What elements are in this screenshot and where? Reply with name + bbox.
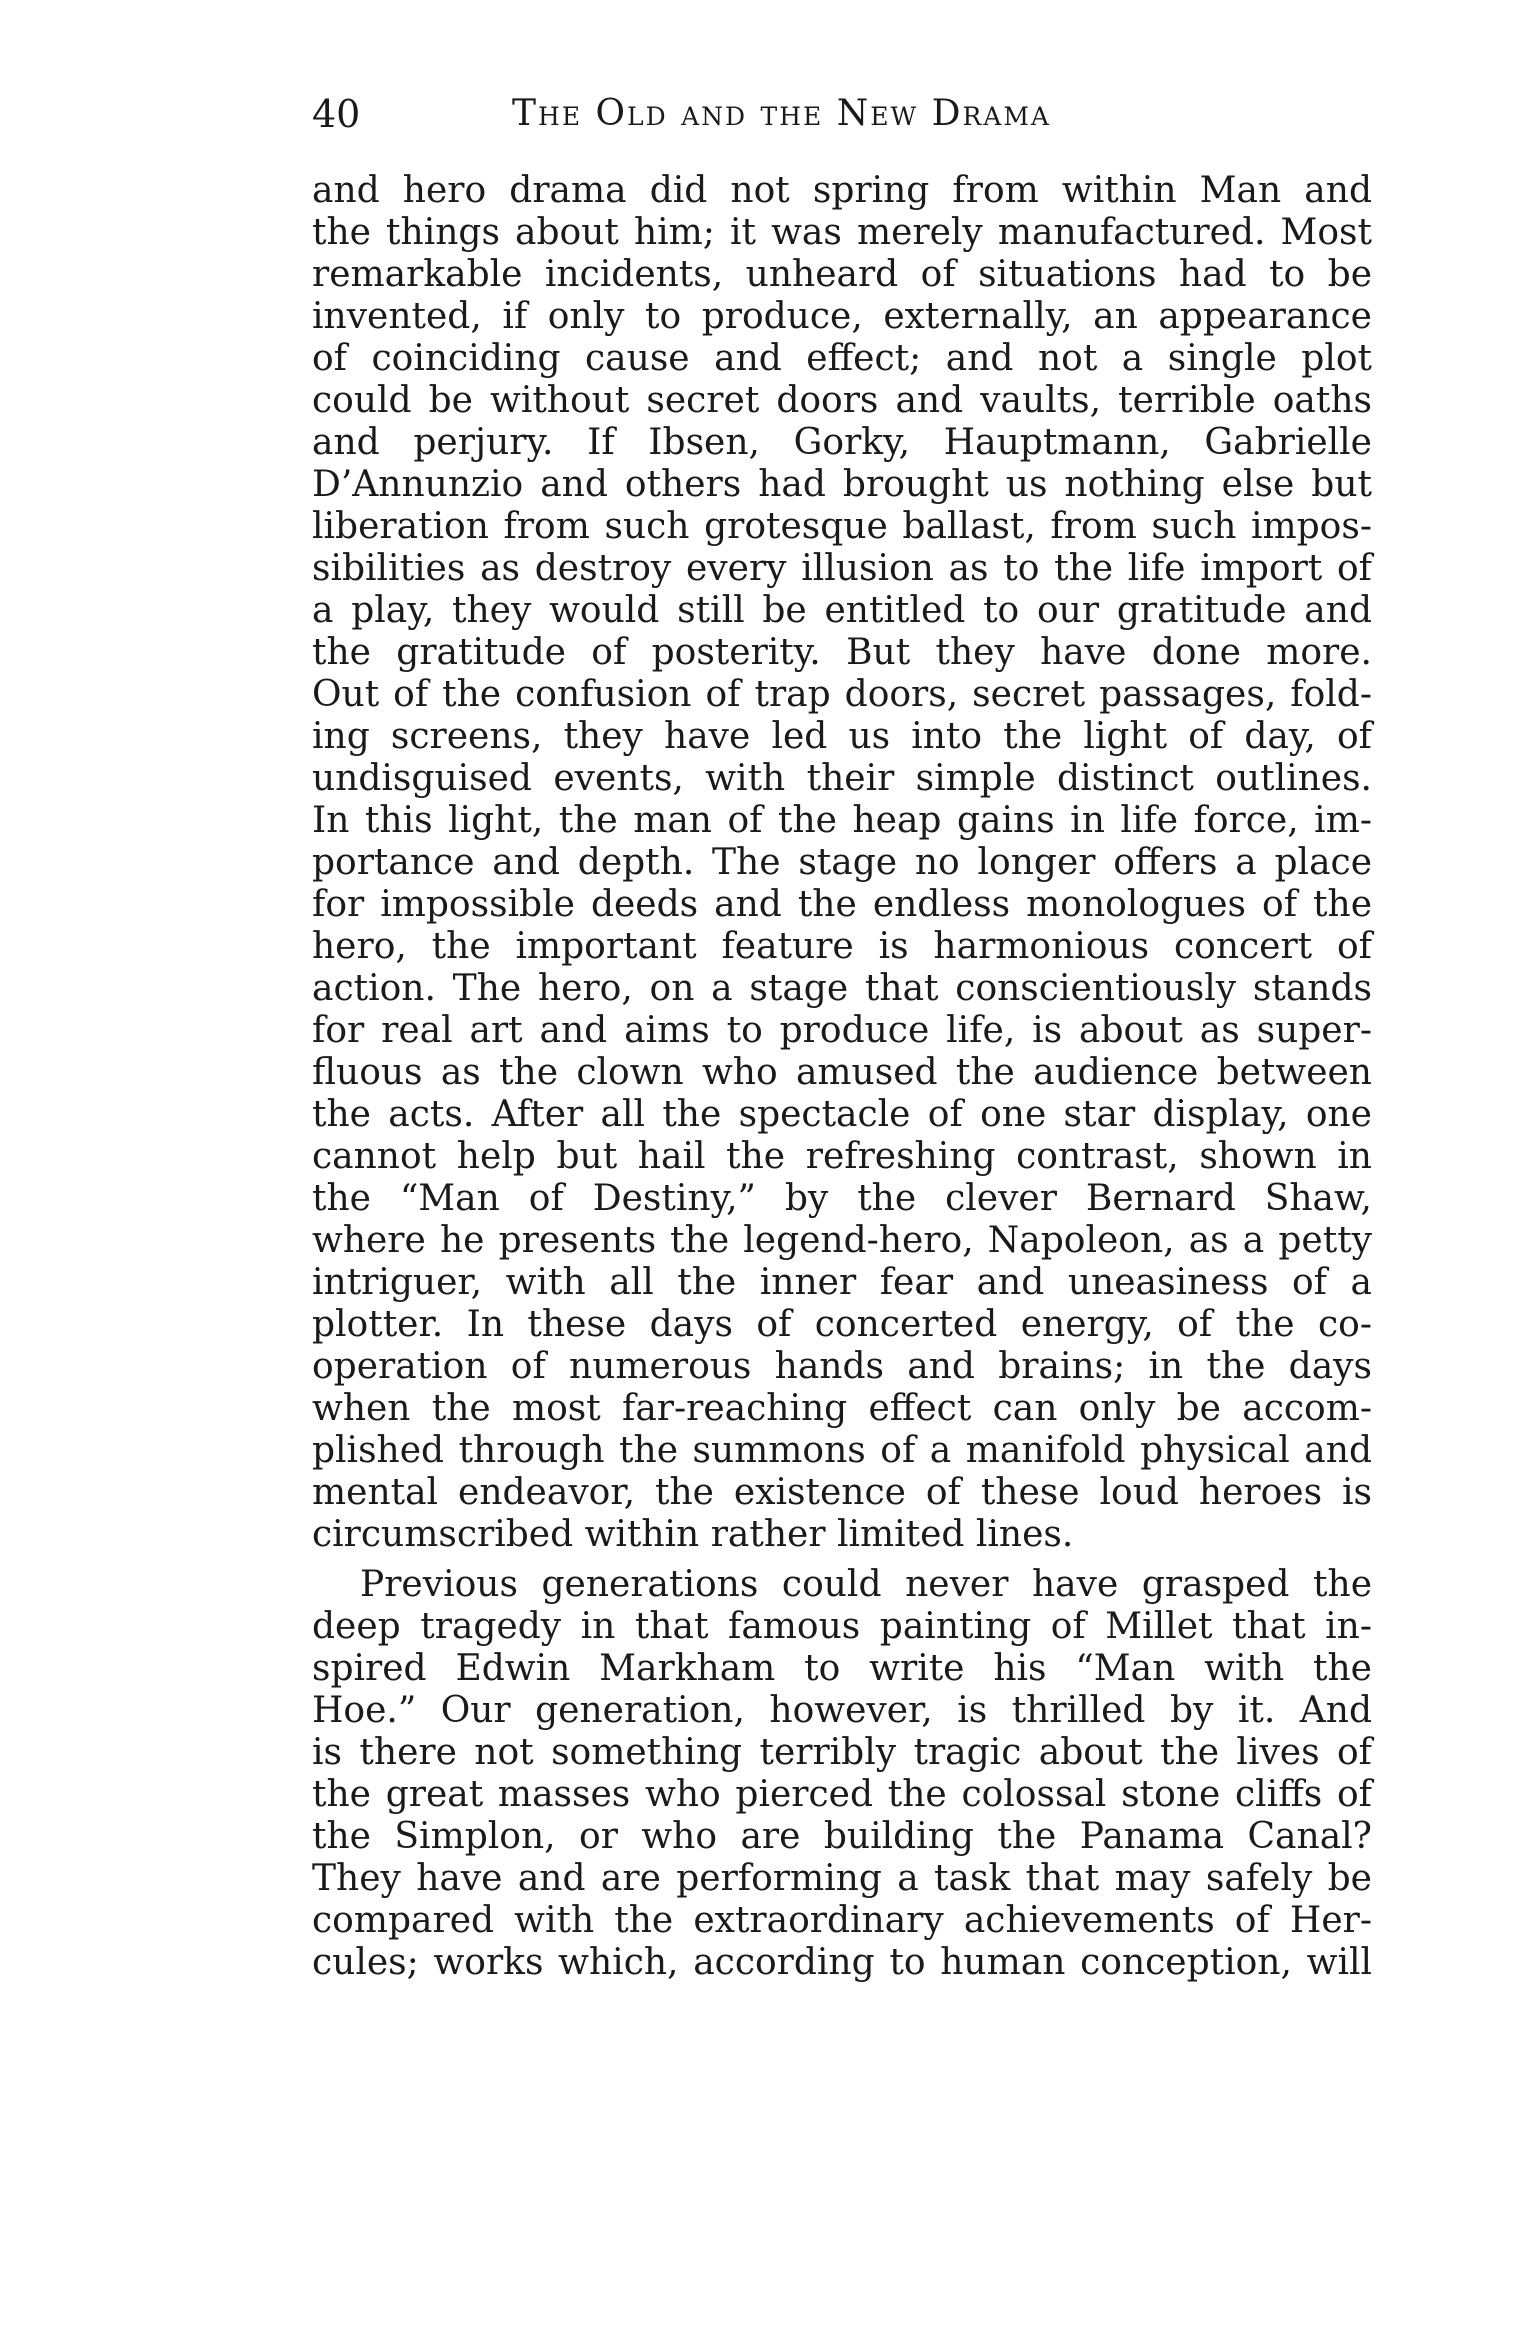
text-line: operation of numerous hands and brains; in the days xyxy=(312,1346,1372,1387)
text-line: Out of the confusion of trap doors, secret passages, fold- xyxy=(312,674,1372,715)
text-line: plotter. In these days of concerted energy, of the co- xyxy=(312,1304,1372,1345)
text-line: intriguer, with all the inner fear and uneasiness of a xyxy=(312,1262,1372,1303)
text-line: In this light, the man of the heap gains in life force, im- xyxy=(312,800,1372,841)
text-line: sibilities as destroy every illusion as to the life import of xyxy=(312,548,1372,589)
text-line: cules; works which, according to human conception, will xyxy=(312,1942,1372,1983)
paragraph-1 xyxy=(312,170,1372,1556)
text-line: cannot help but hail the refreshing contrast, shown in xyxy=(312,1136,1372,1177)
text-line: circumscribed within rather limited lines. xyxy=(312,1514,1074,1555)
text-line: for real art and aims to produce life, is about as super- xyxy=(312,1010,1372,1051)
text-line: Previous generations could never have grasped the xyxy=(360,1564,1372,1605)
text-line: the things about him; it was merely manufactured. Most xyxy=(312,212,1372,253)
text-line: They have and are performing a task that may safely be xyxy=(312,1858,1372,1899)
text-line: the gratitude of posterity. But they have done more. xyxy=(312,632,1372,673)
running-head xyxy=(312,88,1372,140)
text-line: liberation from such grotesque ballast, from such impos- xyxy=(312,506,1372,547)
text-line: and perjury. If Ibsen, Gorky, Hauptmann, Gabrielle xyxy=(312,422,1372,463)
text-line: when the most far-reaching effect can only be accom- xyxy=(312,1388,1372,1429)
running-title: The Old and the New Drama xyxy=(512,93,1051,134)
text-line: the great masses who pierced the colossal stone cliffs of xyxy=(312,1774,1372,1815)
body-text xyxy=(312,170,1372,1984)
text-line: compared with the extraordinary achievements of Her- xyxy=(312,1900,1372,1941)
text-line: deep tragedy in that famous painting of Millet that in- xyxy=(312,1606,1372,1647)
text-line: the Simplon, or who are building the Panama Canal? xyxy=(312,1816,1372,1857)
text-line: remarkable incidents, unheard of situations had to be xyxy=(312,254,1372,295)
page-number: 40 xyxy=(312,92,361,136)
text-line: of coinciding cause and effect; and not a single plot xyxy=(312,338,1372,379)
text-line: the acts. After all the spectacle of one star display, one xyxy=(312,1094,1372,1135)
text-line: hero, the important feature is harmonious concert of xyxy=(312,926,1372,967)
text-line: plished through the summons of a manifold physical and xyxy=(312,1430,1372,1471)
text-line: a play, they would still be entitled to our gratitude and xyxy=(312,590,1372,631)
paragraph-2 xyxy=(312,1564,1372,1984)
text-line: and hero drama did not spring from within Man and xyxy=(312,170,1372,211)
text-line: where he presents the legend-hero, Napoleon, as a petty xyxy=(312,1220,1372,1261)
text-line: portance and depth. The stage no longer offers a place xyxy=(312,842,1372,883)
text-line: invented, if only to produce, externally, an appearance xyxy=(312,296,1372,337)
text-line: could be without secret doors and vaults, terrible oaths xyxy=(312,380,1372,421)
text-line: the “Man of Destiny,” by the clever Bernard Shaw, xyxy=(312,1178,1372,1219)
text-line: fluous as the clown who amused the audience between xyxy=(312,1052,1372,1093)
text-line: is there not something terribly tragic about the lives of xyxy=(312,1732,1372,1773)
text-line: action. The hero, on a stage that conscientiously stands xyxy=(312,968,1372,1009)
text-line: spired Edwin Markham to write his “Man with the xyxy=(312,1648,1372,1689)
text-line: undisguised events, with their simple distinct outlines. xyxy=(312,758,1372,799)
text-line: mental endeavor, the existence of these loud heroes is xyxy=(312,1472,1372,1513)
text-line: D’Annunzio and others had brought us nothing else but xyxy=(312,464,1372,505)
text-line: for impossible deeds and the endless monologues of the xyxy=(312,884,1372,925)
text-line: ing screens, they have led us into the light of day, of xyxy=(312,716,1372,757)
text-line: Hoe.” Our generation, however, is thrilled by it. And xyxy=(312,1690,1372,1731)
